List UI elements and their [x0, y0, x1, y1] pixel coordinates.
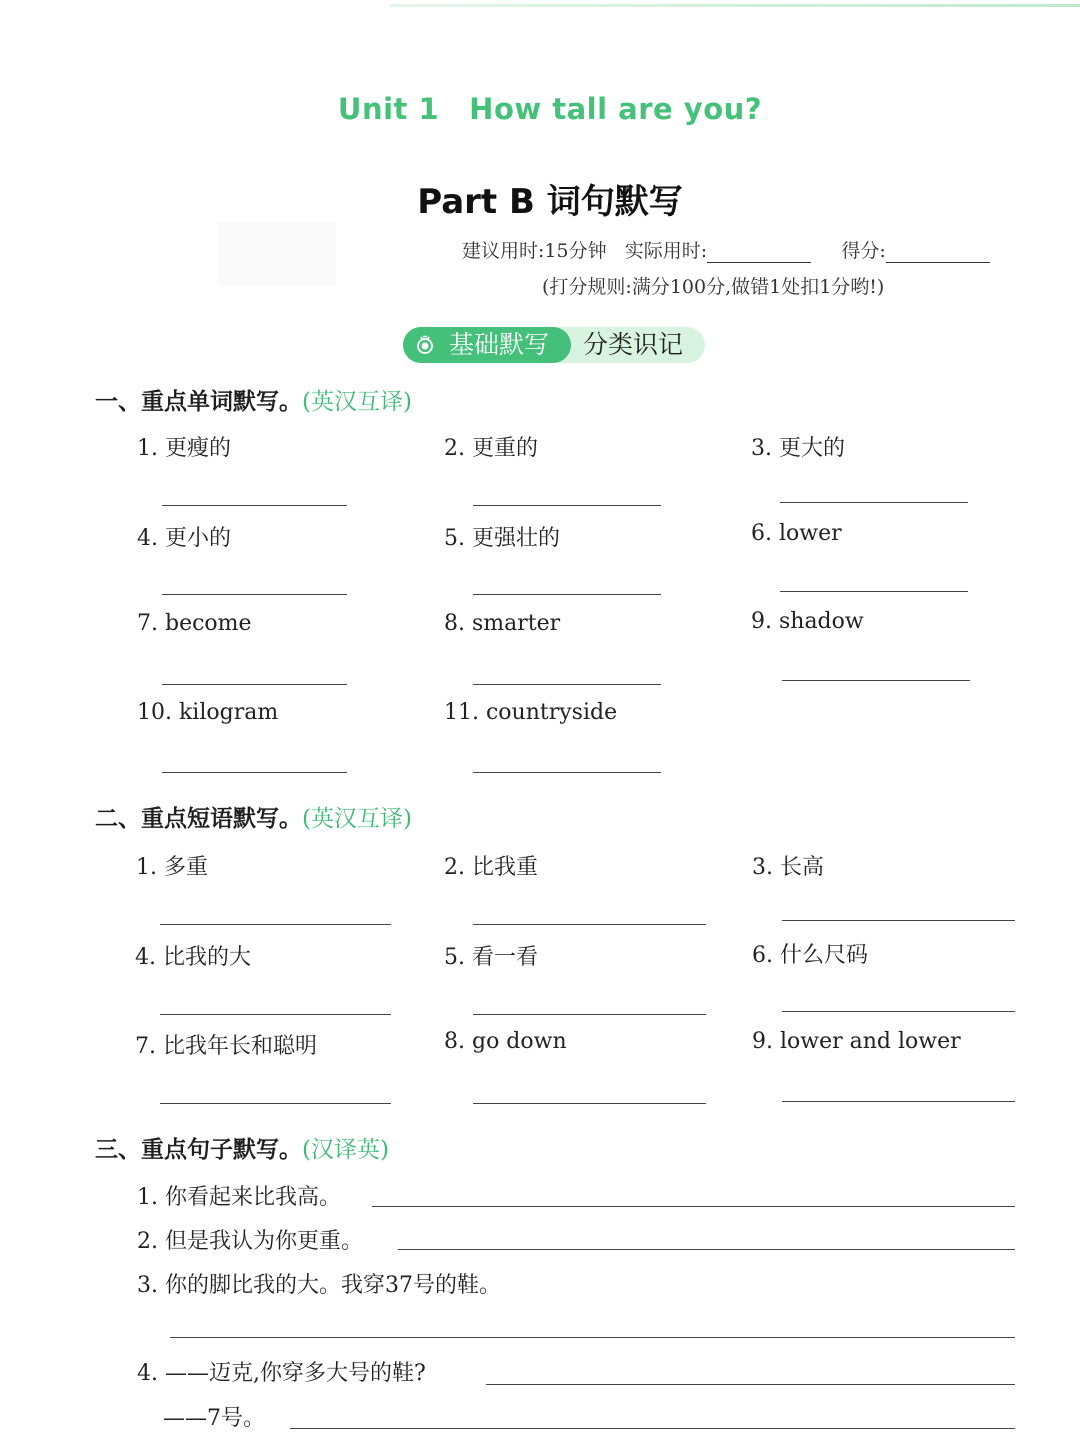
word-item: 7. become [137, 611, 252, 636]
answer-line[interactable] [782, 1101, 1015, 1102]
sentence-item: 4. ——迈克,你穿多大号的鞋? [137, 1361, 426, 1386]
phrase-item: 1. 多重 [136, 855, 208, 880]
answer-line[interactable] [473, 505, 661, 506]
actual-time-label: 实际用时: [624, 240, 708, 262]
part-title: Part B 词句默写 [417, 182, 683, 222]
word-item: 5. 更强壮的 [444, 526, 560, 551]
answer-line[interactable] [780, 591, 968, 592]
word-item: 2. 更重的 [444, 436, 538, 461]
word-item: 4. 更小的 [137, 526, 231, 551]
sentence-item: 3. 你的脚比我的大。我穿37号的鞋。 [137, 1273, 501, 1298]
answer-line[interactable] [473, 1103, 706, 1104]
section2-title: 二、重点短语默写。(英汉互译) [95, 806, 412, 832]
word-item: 11. countryside [444, 700, 618, 725]
time-score-line [462, 236, 990, 263]
answer-line[interactable] [473, 772, 661, 773]
answer-line[interactable] [782, 1011, 1015, 1012]
phrase-item: 7. 比我年长和聪明 [135, 1034, 317, 1059]
answer-line[interactable] [473, 924, 706, 925]
word-item: 9. shadow [751, 609, 864, 634]
answer-line[interactable] [160, 924, 391, 925]
medal-icon [415, 335, 435, 355]
actual-time-blank[interactable] [707, 242, 811, 263]
answer-line[interactable] [782, 680, 970, 681]
answer-line[interactable] [398, 1249, 1015, 1250]
phrase-item: 8. go down [444, 1029, 567, 1054]
section3-title: 三、重点句子默写。(汉译英) [95, 1137, 389, 1163]
word-item: 3. 更大的 [751, 436, 845, 461]
badge-right: 分类识记 [583, 330, 684, 359]
answer-line[interactable] [473, 1014, 706, 1015]
word-item: 6. lower [751, 521, 842, 546]
section-badge [403, 327, 705, 363]
phrase-item: 4. 比我的大 [135, 945, 251, 970]
phrase-item: 3. 长高 [752, 855, 824, 880]
score-label: 得分: [841, 240, 886, 262]
answer-line[interactable] [162, 684, 347, 685]
section1-title: 一、重点单词默写。(英汉互译) [95, 389, 412, 415]
faded-mark [218, 222, 336, 286]
answer-line[interactable] [486, 1384, 1015, 1385]
phrase-item: 6. 什么尺码 [752, 943, 868, 968]
answer-line[interactable] [290, 1428, 1015, 1429]
sentence-item: ——7号。 [163, 1406, 265, 1431]
word-item: 10. kilogram [137, 700, 279, 725]
score-blank[interactable] [886, 242, 990, 263]
answer-line[interactable] [473, 684, 661, 685]
sentence-item: 1. 你看起来比我高。 [137, 1185, 341, 1210]
answer-line[interactable] [473, 594, 661, 595]
unit-title: Unit 1 How tall are you? [337, 92, 763, 126]
answer-line[interactable] [372, 1206, 1015, 1207]
scoring-rule: (打分规则:满分100分,做错1处扣1分哟!) [542, 276, 885, 298]
suggested-time: 建议用时:15分钟 [462, 240, 607, 262]
phrase-item: 5. 看一看 [444, 945, 538, 970]
sentence-item: 2. 但是我认为你更重。 [137, 1229, 363, 1254]
answer-line[interactable] [162, 505, 347, 506]
answer-line[interactable] [162, 772, 347, 773]
answer-line[interactable] [780, 502, 968, 503]
top-decor-line [390, 4, 1080, 7]
badge-left: 基础默写 [403, 327, 571, 363]
word-item: 8. smarter [444, 611, 561, 636]
answer-line[interactable] [162, 594, 347, 595]
word-item: 1. 更瘦的 [137, 436, 231, 461]
answer-line[interactable] [782, 920, 1015, 921]
phrase-item: 2. 比我重 [444, 855, 538, 880]
answer-line[interactable] [160, 1014, 391, 1015]
answer-line[interactable] [160, 1103, 391, 1104]
answer-line[interactable] [170, 1337, 1015, 1338]
phrase-item: 9. lower and lower [752, 1029, 961, 1054]
